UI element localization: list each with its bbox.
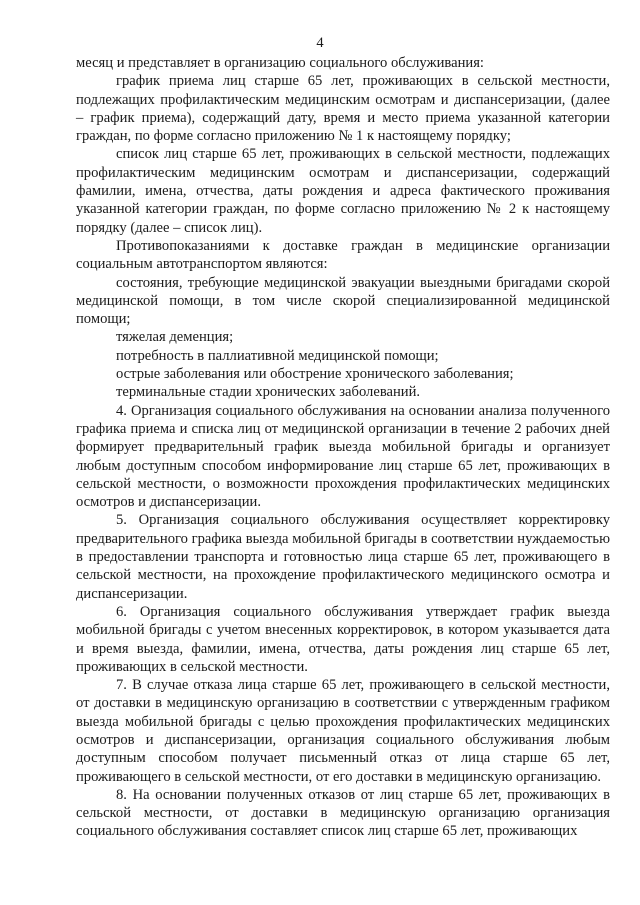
list-item-evacuation: состояния, требующие медицинской эвакуации выездными бригадами скорой медицинской помощи, в том числе скорой специализированной медицинской помощи; bbox=[76, 274, 610, 328]
clause-7: 7. В случае отказа лица старше 65 лет, проживающего в сельской местности, от доставки в медицинскую организацию в соответствии с утвержденным графиком выезда мобильной бригады с целью прохождения профилактических медицинских осмотров и диспансеризации, организация социального обслуживания любым доступным способом получает письменный отказ от лица старше 65 лет, проживающего в сельской местности, от его доставки в медицинскую организацию. bbox=[76, 677, 610, 785]
clause-8: 8. На основании полученных отказов от лиц старше 65 лет, проживающих в сельской местности, от доставки в медицинскую организацию организация социального обслуживания составляет список лиц старше 65 лет, проживающих bbox=[76, 786, 610, 840]
page-number: 4 bbox=[316, 35, 324, 51]
list-item-acute: острые заболевания или обострение хронического заболевания; bbox=[116, 366, 514, 383]
list-item-dementia: тяжелая деменция; bbox=[116, 329, 234, 346]
list-item-palliative: потребность в паллиативной медицинской помощи; bbox=[116, 347, 439, 364]
paragraph-continuation: месяц и представляет в организацию социального обслуживания: bbox=[76, 55, 484, 71]
clause-5: 5. Организация социального обслуживания осуществляет корректировку предварительного графика выезда мобильной бригады в соответствии нуждаемостью в предоставлении транспорта и готовностью лица старше 65 лет, проживающего в сельской местности, на прохождение профилактического медицинского осмотра и диспансеризации. bbox=[76, 512, 610, 602]
list-item-persons-list: список лиц старше 65 лет, проживающих в сельской местности, подлежащих профилактическим медицинским осмотрам и диспансеризации, содержащий фамилии, имена, отчества, даты рождения и адреса фактического проживания указанной категории граждан, по форме согласно приложению № 2 к настоящему порядку (далее – список лиц). bbox=[76, 146, 610, 236]
clause-4: 4. Организация социального обслуживания на основании анализа полученного графика приема и списка лиц от медицинской организации в течение 2 рабочих дней формирует предварительный график выезда мобильной бригады и организует любым доступным способом информирование лиц старше 65 лет, проживающих в сельской местности, о возможности прохождения профилактических медицинских осмотров и диспансеризации. bbox=[76, 402, 610, 511]
list-item-schedule: график приема лиц старше 65 лет, проживающих в сельской местности, подлежащих профилактическим медицинским осмотрам и диспансеризации, (далее – график приема), содержащий дату, время и место приема указанной категории граждан, по форме согласно приложению № 1 к настоящему порядку; bbox=[76, 73, 610, 145]
list-item-terminal: терминальные стадии хронических заболеваний. bbox=[116, 384, 421, 401]
paragraph-contraindications: Противопоказаниями к доставке граждан в медицинские организации социальным автотранспортом являются: bbox=[76, 237, 610, 273]
document-body bbox=[76, 54, 610, 841]
clause-6: 6. Организация социального обслуживания утверждает график выезда мобильной бригады с учетом внесенных корректировок, в котором указывается дата и время выезда, фамилии, имена, отчества, даты рождения лиц старше 65 лет, проживающих в сельской местности. bbox=[76, 603, 610, 675]
